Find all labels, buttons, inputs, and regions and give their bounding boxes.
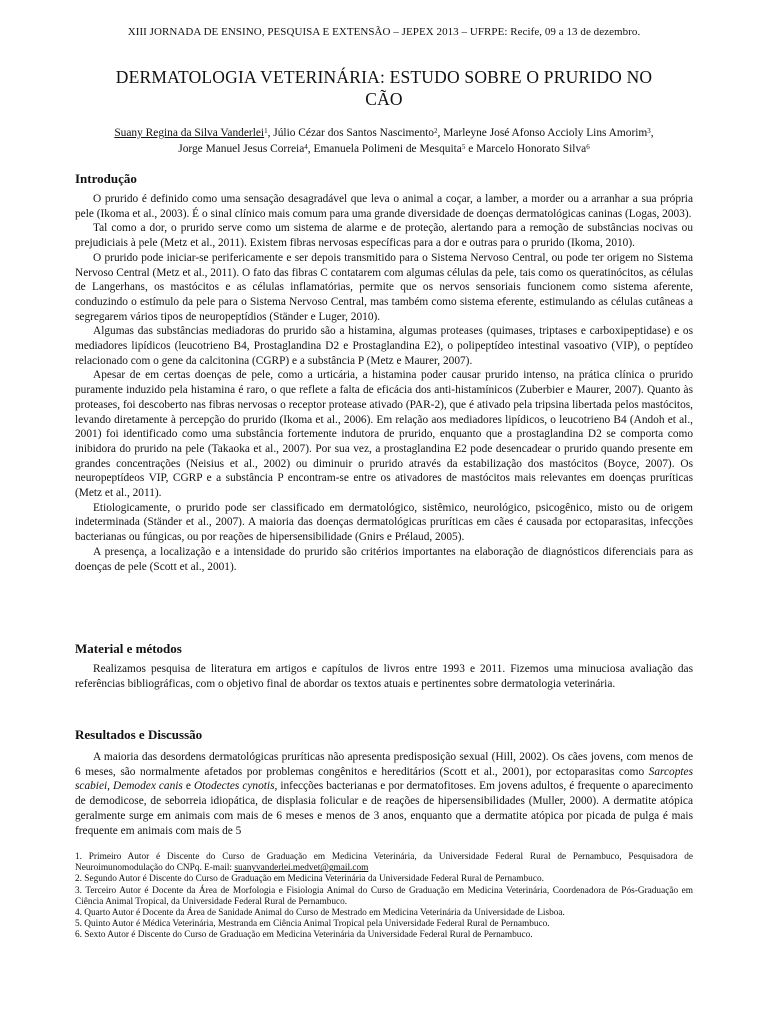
- paragraph: Apesar de em certas doenças de pele, como a urticária, a histamina poder causar prurido intenso, na prática clínica o prurido puramente induzido pela histamina é raro, o que reflete a falta de eficácia dos anti-histamínicos (Zuberbier e Maurer, 2007). Quanto às proteases, foi descoberto nas fibras nervosas o receptor protease ativado (PAR-2), que é ativado pela tripsina libertada pelos mastócitos, levando diretamente à percepção do prurido (Ikoma et al., 2006). Em relação aos mediadores lipídicos, o leucotrieno B4 (Andoh et al., 2001) foi identificado como uma substância fortemente indutora de prurido, enquanto que a prostaglandina D2 se comporta como inibidora do prurido na pele (Takaoka et al., 2007). Por sua vez, a prostaglandina E2 pode desencadear o prurido quando presente em grandes concentrações (Neisius et al., 2002) ou diminuir o prurido através da estabilização dos mastócitos (Boyce, 2007). Os neuropeptídeos VIP, CGRP e a substância P encontram-se entre os ativadores de mastócitos mais relevantes em doenças pruríticas (Metz et al., 2011).: [75, 369, 693, 500]
- results-body: [75, 750, 693, 838]
- footnote-3: 3. Terceiro Autor é Docente da Área de Morfologia e Fisiologia Animal do Curso de Graduação em Medicina Veterinária, Coordenadora de Pós-Graduação em Ciência Animal Tropical, da Universidade Federal Rural de Pernambuco.: [75, 885, 693, 907]
- species-name: Sarcoptes scabiei: [75, 765, 693, 793]
- paragraph: A maioria das desordens dermatológicas pruríticas não apresenta predisposição sexual (Hill, 2002). Os cães jovens, com menos de 6 meses, são normalmente afetados por problemas congênitos e hereditários (Scott et al., 2001), por ectoparasitas como Sarcoptes scabiei, Demodex canis e Otodectes cynotis, infecções bacterianas e por dermatofitoses. Em jovens adultos, é frequente o aparecimento de demodicose, de seborreia idiopática, de displasia folicular e de reações de hipersensibilidades (Muller, 2000). A dermatite atópica geralmente surge em animais com mais de 6 meses e menos de 3 anos, enquanto que a dermatite atópica por picada de pulga é mais frequente em animais com mais de 5: [75, 751, 693, 837]
- footnote-6: 6. Sexto Autor é Discente do Curso de Graduação em Medicina Veterinária da Universidade Federal Rural de Pernambuco.: [75, 930, 533, 941]
- introduction-body: [75, 192, 693, 574]
- author-1: Suany Regina da Silva Vanderlei$^1$,: [114, 127, 274, 139]
- species-name: Otodectes cynotis: [193, 780, 275, 793]
- author-4: Jorge Manuel Jesus Correia$^4$,: [178, 143, 314, 155]
- footnote-2: 2. Segundo Autor é Discente do Curso de Graduação em Medicina Veterinária da Universidade Federal Rural de Pernambuco.: [75, 874, 544, 885]
- paragraph: Etiologicamente, o prurido pode ser classificado em dermatológico, sistêmico, neurológico, psicogênico, misto ou de origem indeterminada (Ständer et al., 2007). A maioria das doenças dermatológicas pruríticas em cães é causada por ectoparasitas, infecções bacterianas ou fúngicas, ou por reações de hipersensibilidade (Gnirs e Prélaud, 2005).: [75, 501, 693, 544]
- author-6: Marcelo Honorato Silva$^6$: [476, 143, 590, 155]
- author-3: Marleyne José Afonso Accioly Lins Amorim$^3$,: [443, 127, 654, 139]
- paragraph: Tal como a dor, o prurido serve como um sistema de alarme e de proteção, alertando para a remoção de substâncias nocivas ou prejudiciais à pele (Metz et al., 2011). Existem fibras nervosas específicas para a dor e outras para o prurido (Ikoma, 2010).: [75, 222, 693, 250]
- paragraph: Algumas das substâncias mediadoras do prurido são a histamina, algumas proteases (quimases, triptases e carboxipeptidase) e os mediadores lipídicos (leucotrieno B4, Prostaglandina D2 e Prostaglandina E2), o polipeptídeo intestinal vasoativo (VIP), o peptídeo relacionado com o gene da calcitonina (CGRP) e a substância P (Metz e Maurer, 2007).: [75, 325, 693, 367]
- heading-introduction: Introdução: [75, 171, 137, 186]
- footnote-5: 5. Quinto Autor é Médica Veterinária, Mestranda em Ciência Animal Tropical pela Universidade Federal Rural de Pernambuco.: [75, 919, 550, 930]
- footnote-1: 1. Primeiro Autor é Discente do Curso de Graduação em Medicina Veterinária, da Universidade Federal Rural de Pernambuco, Pesquisadora de Neuroimunomodulação do CNPq. E-mail: suanyvanderlei.medvet@gmail.com: [75, 852, 693, 874]
- author-5: Emanuela Polimeni de Mesquita$^5$ e: [313, 143, 477, 155]
- paragraph: O prurido é definido como uma sensação desagradável que leva o animal a coçar, a lamber, a morder ou a arranhar a sua própria pele (Ikoma et al., 2003). É o sinal clínico mais comum para uma grande diversidade de doenças dermatológicas caninas (Logas, 2003).: [75, 193, 693, 220]
- heading-results: Resultados e Discussão: [75, 727, 203, 742]
- paragraph: Realizamos pesquisa de literatura em artigos e capítulos de livros entre 1993 e 2011. Fizemos uma minuciosa avaliação das referências bibliográficas, com o objetivo final de abordar os textos atuais e pertinentes sobre dermatologia veterinária.: [75, 663, 693, 690]
- email-link[interactable]: suanyvanderlei.medvet@gmail.com: [234, 863, 369, 874]
- footnotes: [75, 852, 693, 942]
- methods-body: [75, 662, 693, 691]
- author-2: Júlio Cézar dos Santos Nascimento$^2$,: [273, 127, 444, 139]
- heading-methods: Material e métodos: [75, 641, 182, 656]
- paragraph: O prurido pode iniciar-se perifericamente e ser depois transmitido para o Sistema Nervoso Central, ou pode ter origem no Sistema Nervoso Central (Metz et al., 2011). O fato das fibras C contatarem com algumas células da pele, tais como os queratinócitos, as células de Langerhans, os mastócitos e as células inflamatórias, permite que os nervos sensoriais funcionem como sistema aferente, conduzindo o estímulo da pele para o Sistema Nervoso Central, mas também como sistema eferente, estimulando as células cutâneas a segregarem vários tipos de neuropeptídios (Ständer e Luger, 2010).: [75, 251, 693, 323]
- paper-title: DERMATOLOGIA VETERINÁRIA: ESTUDO SOBRE O PRURIDO NO CÃO: [115, 67, 653, 109]
- species-name: Demodex canis: [113, 780, 183, 793]
- running-header: XIII JORNADA DE ENSINO, PESQUISA E EXTENSÃO – JEPEX 2013 – UFRPE: Recife, 09 a 13 de dezembro.: [127, 26, 641, 38]
- paragraph: A presença, a localização e a intensidade do prurido são critérios importantes na elaboração de diagnósticos diferenciais para as doenças de pele (Scott et al., 2001).: [75, 545, 693, 573]
- footnote-4: 4. Quarto Autor é Docente da Área de Sanidade Animal do Curso de Mestrado em Medicina Veterinária da Universidade de Lisboa.: [75, 908, 565, 919]
- author-list: [75, 125, 693, 157]
